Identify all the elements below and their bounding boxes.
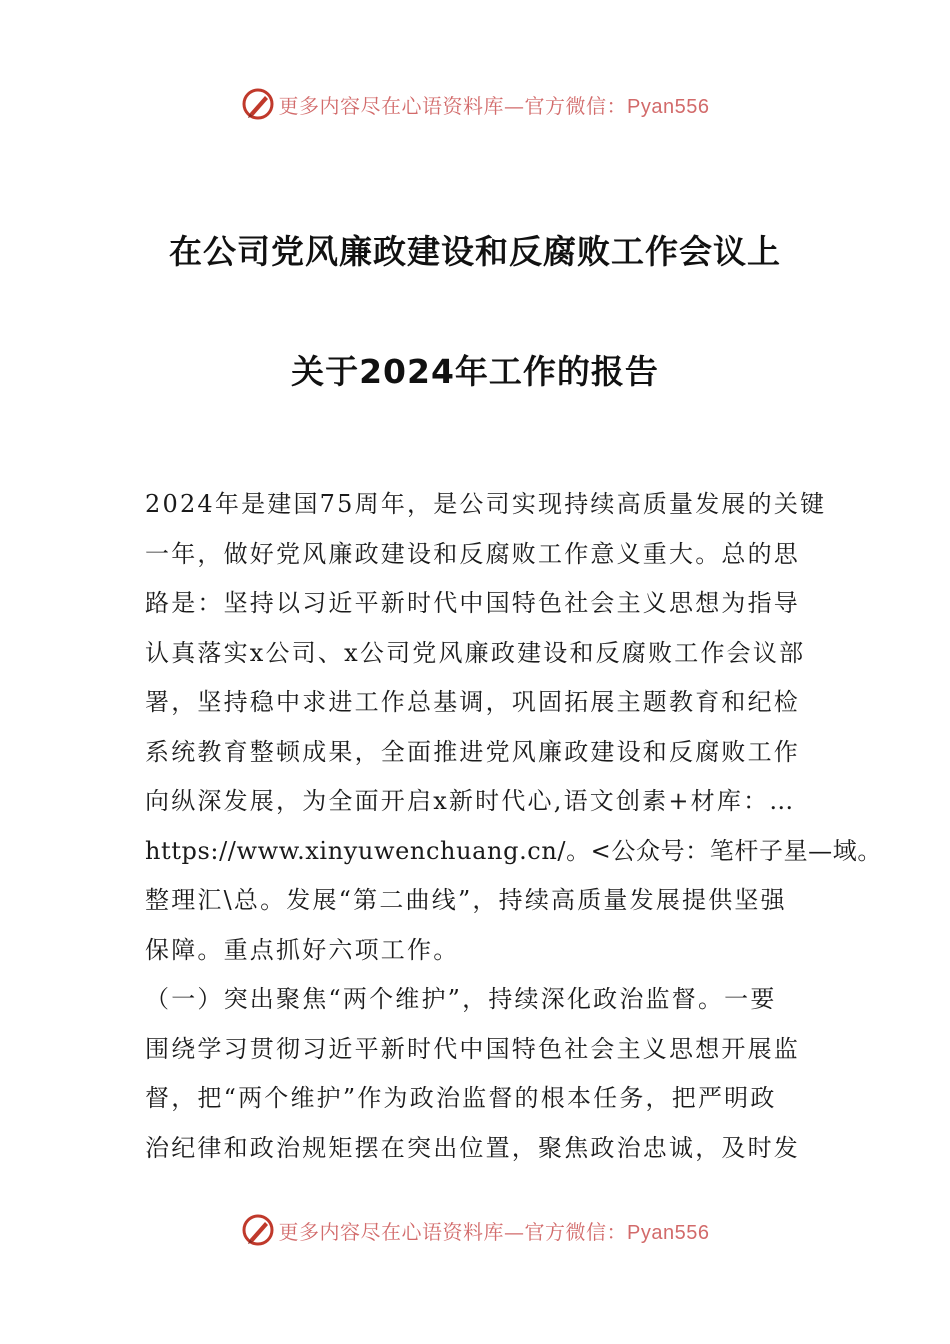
body-line: 署，坚持稳中求进工作总基调，巩固拓展主题教育和纪检 [145,688,800,716]
body-line: 系统教育整顿成果，全面推进党风廉政建设和反腐败工作 [145,737,800,766]
body-line: （一）突出聚焦“两个维护”，持续深化政治监督。一要 [145,985,777,1013]
watermark-text: 更多内容尽在心语资料库—官方微信：Pyan556 [278,93,710,118]
body-line-url: https://www.xinyuwenchuang.cn/。<公众号：笔杆子星—域。 [145,836,882,865]
page-title-line1: 在公司党风廉政建设和反腐败工作会议上 [169,232,781,271]
watermark-text: 更多内容尽在心语资料库—官方微信：Pyan556 [278,1219,710,1244]
watermark-banner-top [0,84,950,124]
body-line: 2024年是建国75周年，是公司实现持续高质量发展的关键 [145,490,827,518]
body-line: 向纵深发展，为全面开启x新时代心,语文创素+材库：… [145,787,796,815]
pen-logo-icon [241,1213,275,1247]
body-line: 治纪律和政治规矩摆在突出位置，聚焦政治忠诚，及时发 [145,1133,800,1162]
body-line: 路是：坚持以习近平新时代中国特色社会主义思想为指导 [145,589,800,617]
body-line: 一年，做好党风廉政建设和反腐败工作意义重大。总的思 [145,539,800,568]
body-line: 督，把“两个维护”作为政治监督的根本任务，把严明政 [145,1084,777,1112]
body-line: 保障。重点抓好六项工作。 [145,935,460,964]
body-line: 认真落实x公司、x公司党风廉政建设和反腐败工作会议部 [145,638,806,667]
pen-logo-icon [241,87,275,121]
wechat-id: Pyan556 [627,95,710,118]
wechat-id: Pyan556 [627,1221,710,1244]
report-body [145,480,882,1173]
body-line: 围绕学习贯彻习近平新时代中国特色社会主义思想开展监 [145,1034,800,1063]
page-title-line2: 关于2024年工作的报告 [291,352,659,391]
watermark-banner-bottom [0,1210,950,1250]
body-line: 整理汇\总。发展“第二曲线”，持续高质量发展提供坚强 [145,886,787,914]
